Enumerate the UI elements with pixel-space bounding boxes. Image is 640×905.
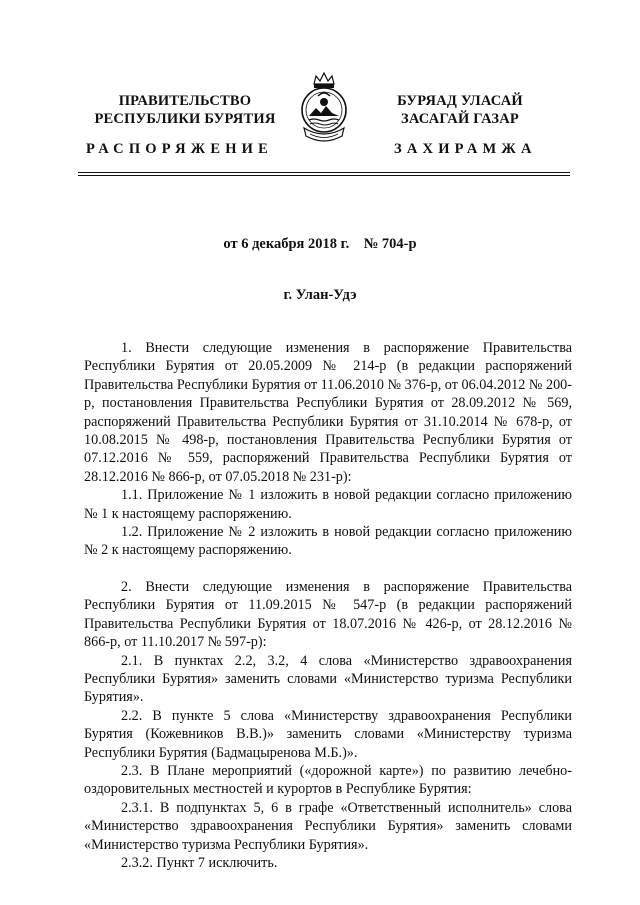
issuer-russian-line1: ПРАВИТЕЛЬСТВО xyxy=(118,93,252,109)
paragraph-2-1: 2.1. В пунктах 2.2, 3.2, 4 слова «Министерство здравоохранения Республики Бурятия» заменить словами «Министерство туризма Республики Бурятия». xyxy=(84,652,572,706)
decree-type-russian: РАСПОРЯЖЕНИЕ xyxy=(86,141,274,157)
city: г. Улан-Удэ xyxy=(283,287,357,303)
header-divider-top xyxy=(78,172,570,173)
paragraph-1: 1. Внести следующие изменения в распоряжение Правительства Республики Бурятия от 20.05.2009 № 214-р (в редакции распоряжений Правительства Республики Бурятия от 11.06.2010 № 376-р, от 06.04.2012 № 200-р, постановления Правительства Республики Бурятия от 28.09.2012 № 569, распоряжений Правительства Республики Бурятия от 31.10.2014 № 678-р, от 10.08.2015 № 498-р, постановления Правительства Республики Бурятия от 07.12.2016 № 559, распоряжений Правительства Республики Бурятия от 28.12.2016 № 866-р, от 07.05.2018 № 231-р): xyxy=(84,340,572,485)
document-body xyxy=(84,339,572,872)
decree-date: от 6 декабря 2018 г. xyxy=(223,236,350,252)
issuer-buryat xyxy=(340,92,580,128)
decree-type-buryat: ЗАХИРАМЖА xyxy=(394,141,537,157)
header-divider-bottom xyxy=(78,175,570,176)
paragraph-2-3-2: 2.3.2. Пункт 7 исключить. xyxy=(121,854,278,871)
paragraph-2-3: 2.3. В Плане мероприятий («дорожной карте») по развитию лечебно-оздоровительных местностей и курортов в Республике Бурятия: xyxy=(84,762,572,798)
paragraph-1-2: 1.2. Приложение № 2 изложить в новой редакции согласно приложению № 2 к настоящему распоряжению. xyxy=(84,524,572,559)
paragraph-2-3-1: 2.3.1. В подпунктах 5, 6 в графе «Ответственный исполнитель» слова «Министерство здравоохранения Республики Бурятия» заменить словами «Министерство туризма Республики Бурятия». xyxy=(84,799,572,853)
paragraph-1-1: 1.1. Приложение № 1 изложить в новой редакции согласно приложению № 1 к настоящему распоряжению. xyxy=(84,487,572,522)
decree-number: № 704-р xyxy=(363,236,417,252)
paragraph-2-2: 2.2. В пункте 5 слова «Министерству здравоохранения Республики Бурятия (Кожевников В.В.)» заменить словами «Министерству туризма Республики Бурятия (Бадмацыренова М.Б.)». xyxy=(84,707,572,761)
date-number-line xyxy=(0,236,640,253)
issuer-buryat-line1: БУРЯАД УЛАСАЙ xyxy=(397,93,523,109)
paragraph-2: 2. Внести следующие изменения в распоряжение Правительства Республики Бурятия от 11.09.2015 № 547-р (в редакции распоряжений Правительства Республики Бурятия от 18.07.2016 № 426-р, от 28.12.2016 № 866-р, от 11.10.2017 № 597-р): xyxy=(84,578,572,651)
issuer-russian-line2: РЕСПУБЛИКИ БУРЯТИЯ xyxy=(94,111,276,127)
issuer-russian xyxy=(70,92,300,128)
issuer-buryat-line2: ЗАСАГАЙ ГАЗАР xyxy=(401,111,519,127)
